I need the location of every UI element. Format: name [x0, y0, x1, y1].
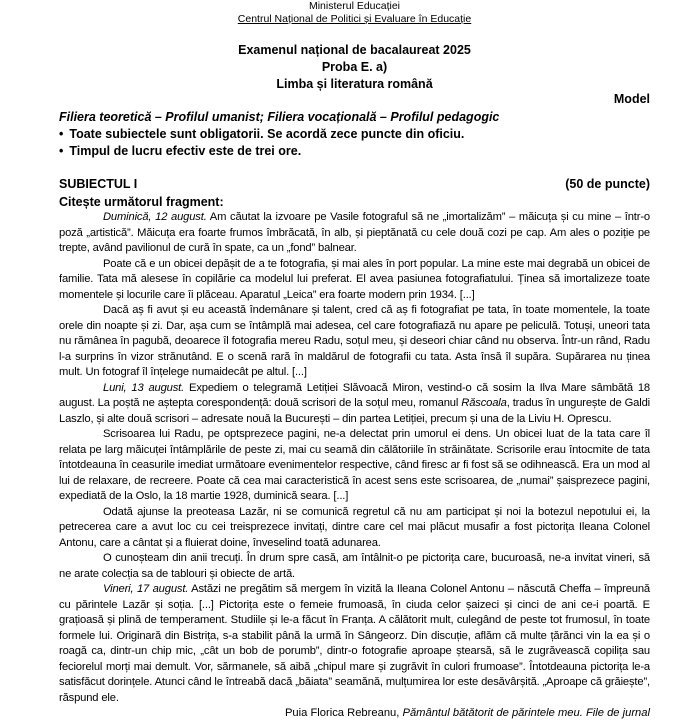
section-name: SUBIECTUL I [59, 177, 138, 191]
model-label: Model [613, 92, 650, 106]
paragraph: Poate că e un obicei depășit de a te fotografia, și mai ales în port popular. La mine este mai degrabă un obicei de familie. Tata mă alesese în copilărie ca modelul lui preferat. El avea pasiunea fotografiatului. Ținea să imortalizeze toate momentele și locurile care îi plăceau. Aparatul „Leica” era foarte modern prin 1934. [...] [59, 257, 650, 301]
diary-date: Duminică, 12 august. [103, 211, 207, 223]
center-name: Centrul Național de Politici și Evaluare în Educație [237, 13, 472, 25]
paragraph: Scrisoarea lui Radu, pe optsprezece pagini, ne-a delectat prin umorul ei dens. Un obicei luat de la tata care îl relata pe larg măicuței întâmplările de peste zi, mai cu seamă din călătoriile în străinătate. Scrisorile erau întocmite de tata întotdeauna în ceasurile imediat următoare evenimentelor respective, când firesc ar fi fost să se odihnească. Era un mod al lui de relaxare, de recreere. Poate că cea mai caracteristică în acest sens este scrisoarea, de „numai” șaisprezece pagini, expediată de la Oslo, la 18 martie 1928, duminică seara. [...] [59, 428, 650, 502]
paragraph [59, 381, 650, 428]
fragment-text [59, 210, 650, 706]
rule-item: • Timpul de lucru efectiv este de trei ore. [59, 143, 650, 160]
paragraph: Odată ajunse la preoteasa Lazăr, ni se comunică regretul că nu am participat și noi la botezul nepotului ei, la petrecerea care a avut loc cu cei treisprezece invitați, dintre care cel mai plăcut musafir a fost pictorița Ileana Colonel Antonu, care a cântat și a fluierat doine, înveselind toată adunarea. [59, 505, 650, 549]
section-instruction: Citește următorul fragment: [59, 195, 224, 209]
diary-date: Vineri, 17 august. [103, 583, 189, 595]
diary-date: Luni, 13 august. [103, 381, 185, 394]
rule-item: • Toate subiectele sunt obligatorii. Se acordă zece puncte din oficiu. [59, 126, 650, 143]
section-header [59, 176, 650, 192]
ministry-name: Ministerul Educației [308, 0, 401, 12]
paragraph [59, 582, 650, 706]
filiera-line: Filiera teoretică – Profilul umanist; Filiera vocațională – Profilul pedagogic [59, 110, 500, 124]
exam-title: Examenul național de bacalaureat 2025 [238, 43, 471, 57]
paragraph-text: Expediem o telegramă Letiției Slăvoacă Miron, vestind-o că sosim la Ilva Mare sâmbătă 18 august. La poștă ne aștepta corespondență: două scrisori de la soțul meu, romanul [59, 381, 651, 409]
paragraph: O cunoșteam din anii trecuți. În drum spre casă, am întâlnit-o pe pictorița care, bucuroasă, ne-a invitat vineri, să ne arate colecția sa de tablouri și obiecte de artă. [59, 552, 650, 580]
source-citation [59, 706, 650, 722]
paragraph-text: Astăzi ne pregătim să mergem în vizită la Ileana Colonel Antonu – născută Cheffa – împreună cu părintele Lazăr și soția. [...] Pictorița este o femeie frumoasă, în ciuda celor șaizeci și cinci de ani ce-i poartă. E grațioasă și plină de temperament. Studiile și le-a făcut în Franța. A călătorit mult, culegând de peste tot frumosul, în toate formele lui. Originară din Bistrița, s-a stabilit până la urmă în Sângeorz. Din discuție, aflăm că multe țărănci vin la ea și o roagă ca, dintr-un chip mic, „cât un bob de porumb”, dintr-o fotografie aproape ștearsă, să le zugrăvească copilița sau feciorelul morți mai demult. Vor, sărmanele, să aibă „chipul mare și zugrăvit în culori frumoase”. Întotdeauna pictorița le-a satisfăcut dorințele. Atunci când le întreabă dacă „băiata” seamănă, mulțumirea lor este desăvârșită. „Aproape că grăiește”, răspund ele. [59, 583, 651, 704]
paragraph-text: , tradus în ungurește de Galdi Laszlo, și alte două scrisori – adresate nouă la București – din partea Letiției, precum și una de la Liviu H. Oprescu. [59, 397, 650, 425]
institution-header [59, 0, 650, 26]
exam-subject: Limba și literatura română [276, 77, 433, 91]
source-work: Pământul bătătorit de părintele meu. File de jurnal [402, 707, 650, 719]
exam-title-block [59, 42, 650, 93]
paragraph-text: Am căutat la izvoare pe Vasile fotograful să ne „imortalizăm” – măicuța și cu mine – într-o poză „artistică”. Măicuța era foarte frumos îmbrăcată, în alb, și pieptănată cu cele două cozi pe cap. Am ales o poziție pe trepte, având pavilionul de cură în spate, ca un „fond” balnear. [59, 211, 650, 254]
paragraph [59, 210, 650, 257]
paragraph: Dacă aș fi avut și eu această îndemânare și talent, cred că aș fi fotografiat pe tata, în toate momentele, la toate orele din noapte și zi. Dar, așa cum se întâmplă mai adesea, cel care fotografiază nu apare pe peliculă. Totuși, uneori tata nu rămânea în pagubă, deoarece îl fotografia mereu Radu, soțul meu, și deseori chiar când nu observa. Într-un rând, Radu l-a surprins în vizor strănutând. E o scenă rară în maldărul de fotografii cu tata. Asta însă îl supăra. Supărarea nu ținea mult. Un fotograf îl înțelege numaidecât pe altul. [...] [59, 304, 650, 378]
source-author: Puia Florica Rebreanu, [284, 707, 403, 719]
novel-title: Răscoala [461, 397, 507, 409]
section-points: (50 de puncte) [565, 177, 650, 191]
exam-proba: Proba E. a) [321, 60, 388, 74]
